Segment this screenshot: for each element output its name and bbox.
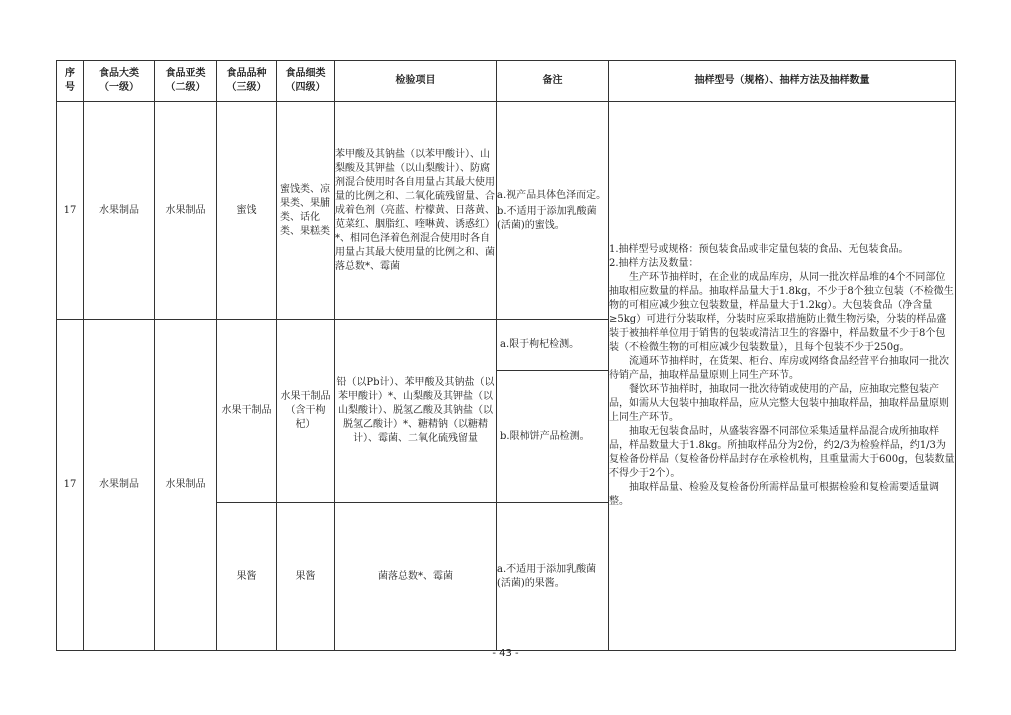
row2b-cat3: 果酱 [217, 503, 277, 651]
header-cat3: 食品品种 （三级） [217, 61, 277, 102]
row1-note-b: b.不适用于添加乳酸菌(活菌)的蜜饯。 [497, 205, 597, 231]
page-number: - 43 - [492, 648, 519, 659]
row1-notes [497, 102, 609, 320]
row2-cat2: 水果制品 [155, 320, 217, 651]
row1-note-a: a.视产品具体色泽而定。 [497, 189, 607, 201]
row2a-cat4: 水果干制品（含干枸杞） [277, 320, 335, 503]
method-p3: 生产环节抽样时，在企业的成品库房，从同一批次样品堆的4个不同部位抽取相应数量的样品。抽取样品量大于1.8kg，不少于8个独立包装（不检微生物的可相应减少独立包装数量，样品量大于1.2kg）。大包装食品（净含量≥5kg）可进行分装取样，分装时应采取措施防止微生物污染，分装的样品盛装于被抽样单位用于销售的包装或清洁卫生的容器中，样品数量不少于8个包装（不检微生物的可相应减少包装数量），且每个包装不少于250g。 [609, 272, 954, 353]
method-p1: 1.抽样型号或规格：预包装食品或非定量包装的食品、无包装食品。 [609, 244, 909, 255]
row1-items: 苯甲酸及其钠盐（以苯甲酸计）、山梨酸及其钾盐（以山梨酸计）、防腐剂混合使用时各自用量占其最大使用量的比例之和、二氧化硫残留量、合成着色剂（亮蓝、柠檬黄、日落黄、苋菜红、胭脂红、喹啉黄、诱惑红）*、相同色泽着色剂混合使用时各自用量占其最大使用量的比例之和、菌落总数*、霉菌 [335, 102, 497, 320]
header-items: 检验项目 [335, 61, 497, 102]
table-row [57, 102, 956, 320]
row2a-notes [497, 320, 609, 503]
sampling-method-cell [609, 102, 956, 651]
method-p2: 2.抽样方法及数量： [609, 258, 699, 269]
row1-cat1: 水果制品 [84, 102, 155, 320]
row2a-note-b: b.限柿饼产品检测。 [497, 370, 608, 502]
row1-seq: 17 [57, 102, 84, 320]
header-cat1: 食品大类 （一级） [84, 61, 155, 102]
row1-cat2: 水果制品 [155, 102, 217, 320]
header-cat2: 食品亚类 （二级） [155, 61, 217, 102]
method-p6: 抽取无包装食品时，从盛装容器不同部位采集适量样品混合成所抽取样品，样品数量大于1.8kg。所抽取样品分为2份，约2/3为检验样品，约1/3为复检备份样品（复检备份样品封存在承检机构，且重量需大于600g，包装数量不得少于2个）。 [609, 426, 955, 479]
row2-cat1: 水果制品 [84, 320, 155, 651]
header-cat4: 食品细类 （四级） [277, 61, 335, 102]
method-p5: 餐饮环节抽样时，抽取同一批次待销或使用的产品，应抽取完整包装产品，如需从大包装中抽取样品，应从完整大包装中抽取样品，抽取样品量原则上同生产环节。 [609, 384, 949, 423]
header-seq: 序 号 [57, 61, 84, 102]
sampling-table [56, 60, 956, 651]
row2b-cat4: 果酱 [277, 503, 335, 651]
table-header-row [57, 61, 956, 102]
row2a-items: 铅（以Pb计）、苯甲酸及其钠盐（以苯甲酸计）*、山梨酸及其钾盐（以山梨酸计）、脱氢乙酸及其钠盐（以脱氢乙酸计）*、糖精钠（以糖精计）、霉菌、二氧化硫残留量 [335, 320, 497, 503]
method-p4: 流通环节抽样时，在货架、柜台、库房或网络食品经营平台抽取同一批次待销产品，抽取样品量原则上同生产环节。 [609, 356, 949, 381]
row2b-notes: a.不适用于添加乳酸菌(活菌)的果酱。 [497, 503, 609, 651]
row2b-items: 菌落总数*、霉菌 [335, 503, 497, 651]
row1-cat3: 蜜饯 [217, 102, 277, 320]
row2a-cat3: 水果干制品 [217, 320, 277, 503]
row1-cat4: 蜜饯类、凉果类、果脯类、话化类、果糕类 [277, 102, 335, 320]
header-method: 抽样型号（规格）、抽样方法及抽样数量 [609, 61, 956, 102]
row2-seq: 17 [57, 320, 84, 651]
method-p7: 抽取样品量、检验及复检备份所需样品量可根据检验和复检需要适量调整。 [609, 482, 939, 507]
header-notes: 备注 [497, 61, 609, 102]
row2a-note-a: a.限于枸杞检测。 [500, 339, 580, 350]
